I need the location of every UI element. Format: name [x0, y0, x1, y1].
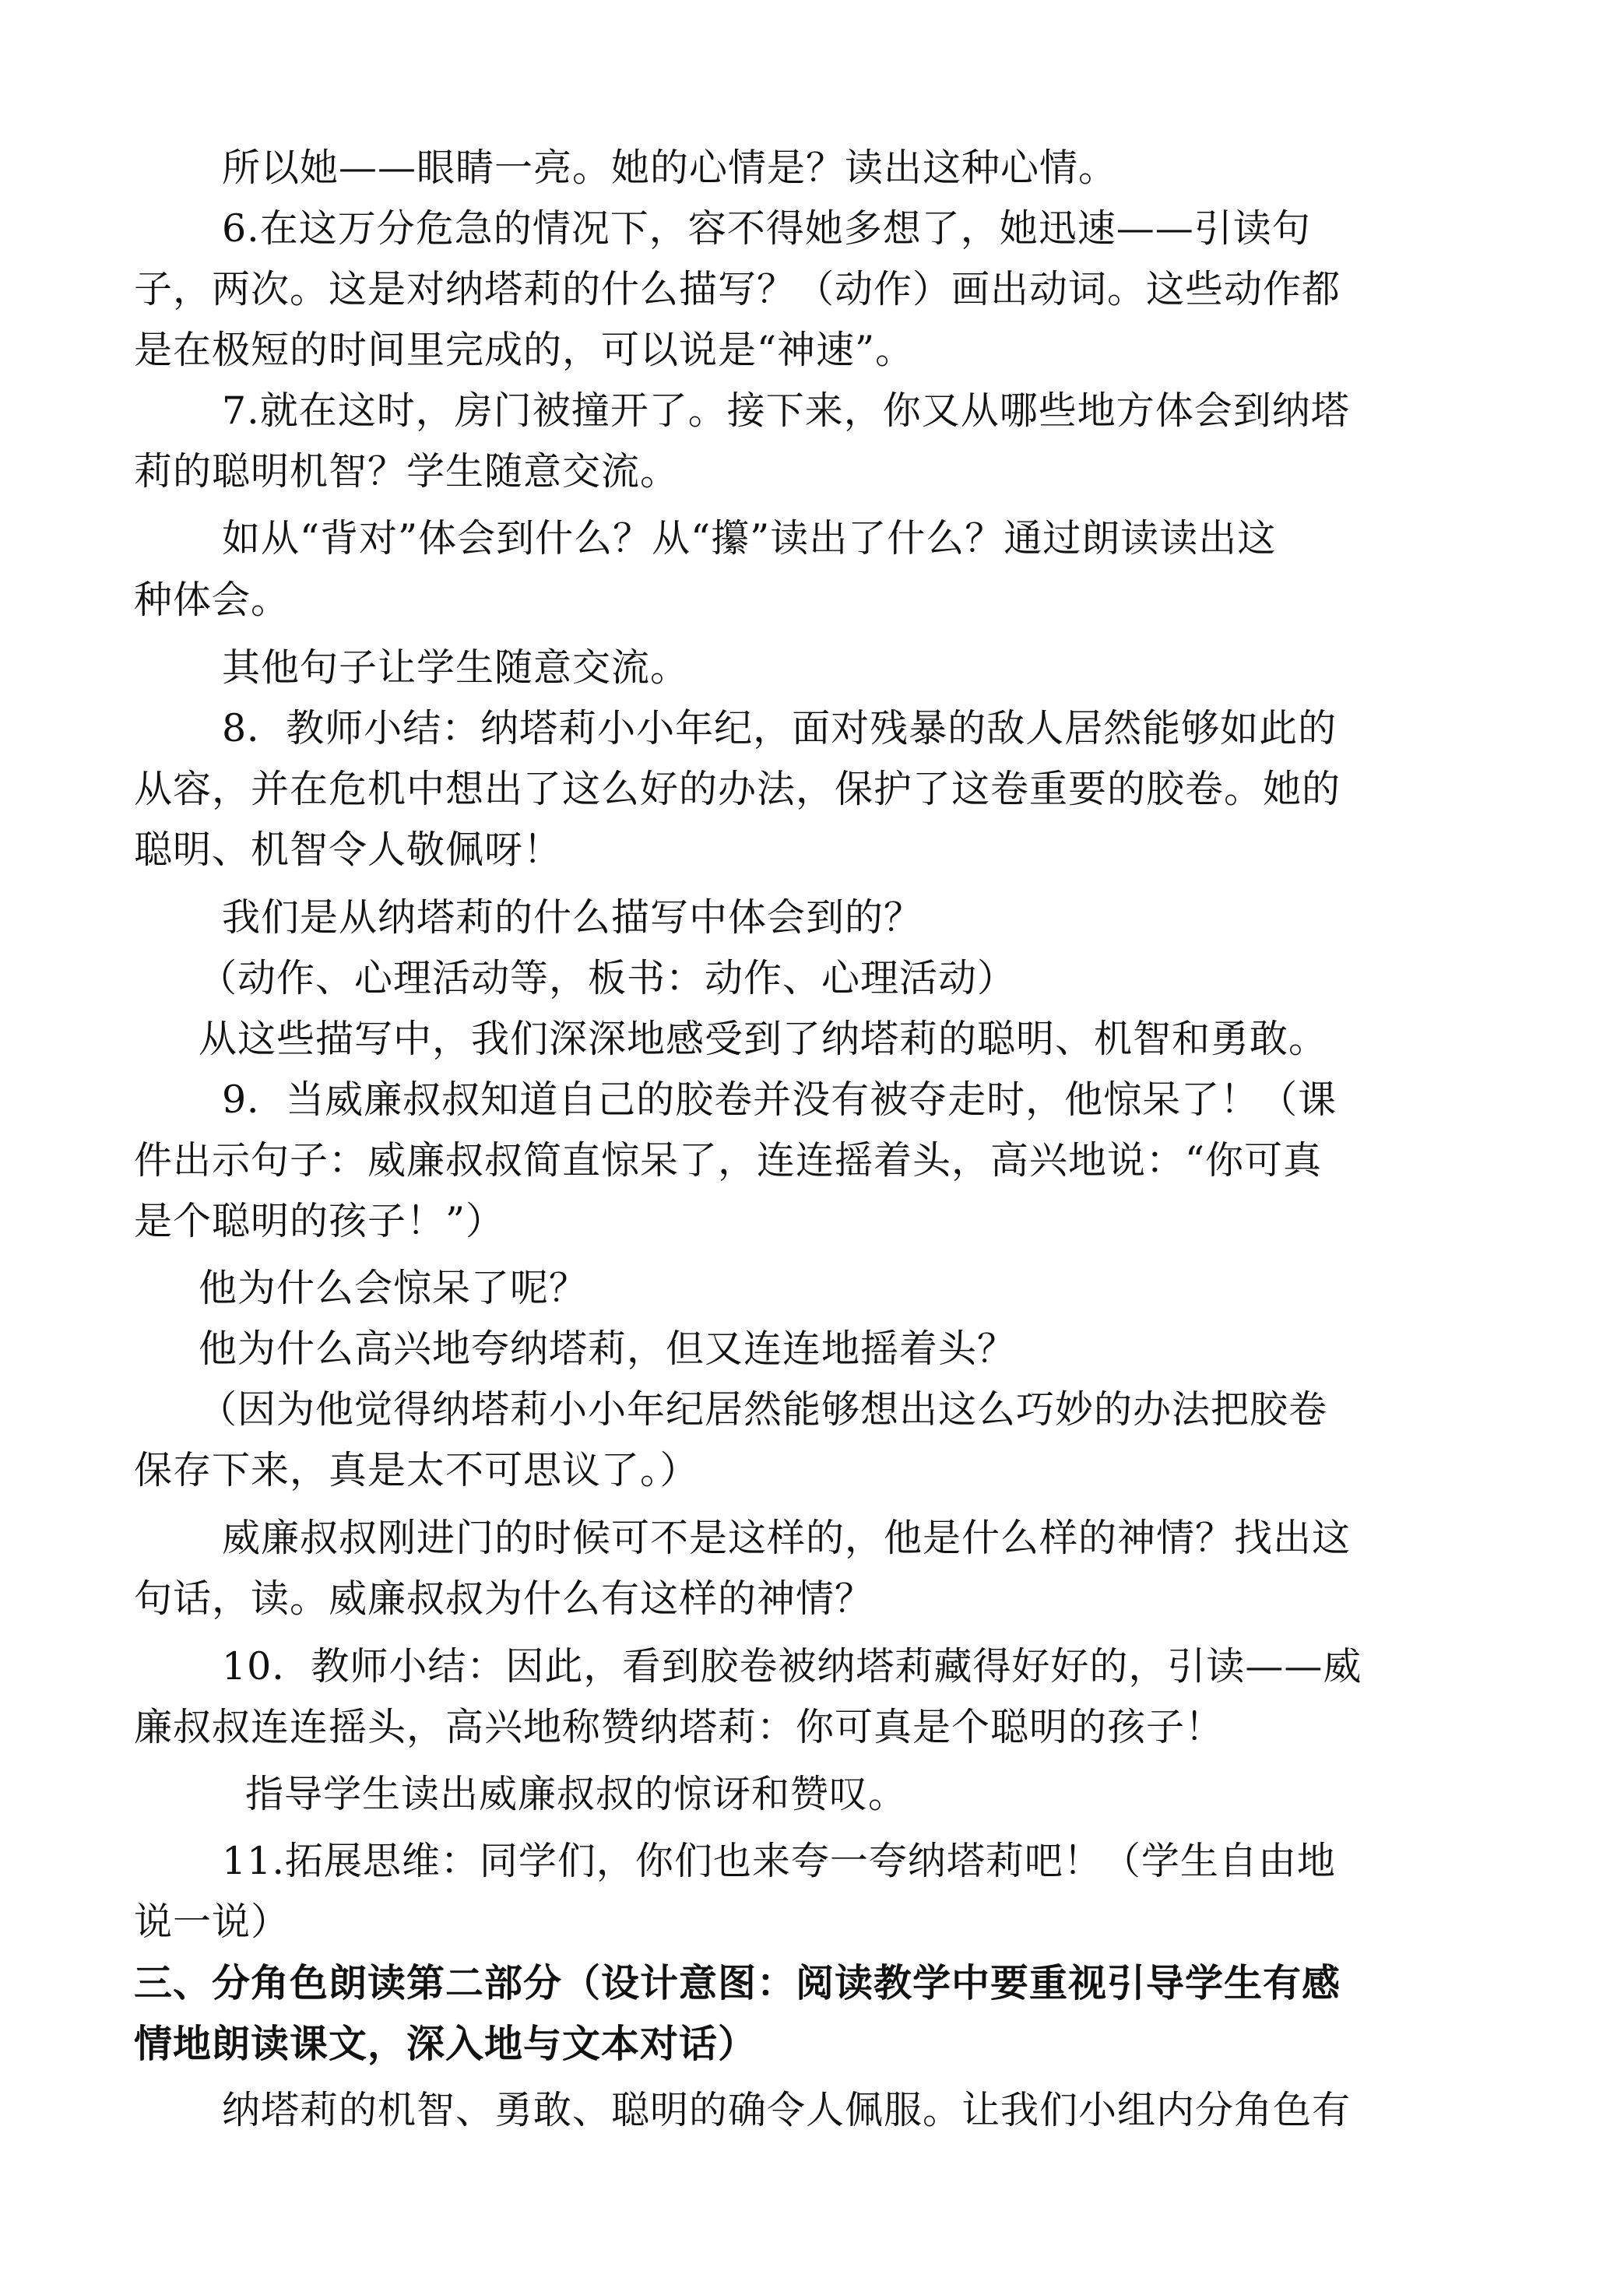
text-line: 是个聪明的孩子！”） [134, 1199, 505, 1243]
text-line: 10．教师小结：因此，看到胶卷被纳塔莉藏得好好的，引读——威 [222, 1644, 1362, 1689]
text-line: 是在极短的时间里完成的，可以说是“神速”。 [134, 328, 915, 372]
text-line: 如从“背对”体会到什么？从“攥”读出了什么？通过朗读读出这 [222, 516, 1277, 561]
text-line: 所以她——眼睛一亮。她的心情是？读出这种心情。 [222, 146, 1118, 190]
text-line: 其他句子让学生随意交流。 [222, 645, 690, 690]
text-line: 6.在这万分危急的情况下，容不得她多想了，她迅速——引读句 [222, 206, 1311, 251]
text-line: 9．当威廉叔叔知道自己的胶卷并没有被夺走时，他惊呆了！（课 [222, 1077, 1338, 1122]
text-line: 子，两次。这是对纳塔莉的什么描写？（动作）画出动词。这些动作都 [134, 267, 1341, 311]
text-line: 聪明、机智令人敬佩呀！ [134, 828, 563, 872]
section-heading: 三、分角色朗读第二部分（设计意图：阅读教学中要重视引导学生有感 [134, 1960, 1341, 2005]
text-line: （因为他觉得纳塔莉小小年纪居然能够想出这么巧妙的办法把胶卷 [199, 1387, 1328, 1432]
text-line: 件出示句子：威廉叔叔简直惊呆了，连连摇着头，高兴地说：“你可真 [134, 1138, 1323, 1183]
text-line: 纳塔莉的机智、勇敢、聪明的确令人佩服。让我们小组内分角色有 [222, 2088, 1352, 2132]
text-line: 种体会。 [134, 578, 290, 622]
text-line: 他为什么高兴地夸纳塔莉，但又连连地摇着头？ [199, 1327, 1017, 1371]
text-line: 莉的聪明机智？学生随意交流。 [134, 449, 680, 494]
text-line: 指导学生读出威廉叔叔的惊讶和赞叹。 [245, 1772, 908, 1816]
text-line: 从这些描写中，我们深深地感受到了纳塔莉的聪明、机智和勇敢。 [199, 1017, 1328, 1061]
text-line: 说一说） [134, 1900, 290, 1944]
text-line: 他为什么会惊呆了呢？ [199, 1266, 589, 1310]
text-line: 11.拓展思维：同学们，你们也来夸一夸纳塔莉吧！（学生自由地 [222, 1839, 1336, 1883]
text-line: 8．教师小结：纳塔莉小小年纪，面对残暴的敌人居然能够如此的 [222, 706, 1338, 750]
text-line: 威廉叔叔刚进门的时候可不是这样的，他是什么样的神情？找出这 [222, 1516, 1352, 1560]
text-line: （动作、心理活动等，板书：动作、心理活动） [199, 956, 1017, 1000]
section-heading: 情地朗读课文，深入地与文本对话） [134, 2021, 758, 2066]
text-line: 7.就在这时，房门被撞开了。接下来，你又从哪些地方体会到纳塔 [222, 388, 1350, 433]
text-line: 从容，并在危机中想出了这么好的办法，保护了这卷重要的胶卷。她的 [134, 767, 1341, 811]
text-line: 保存下来，真是太不可思议了。） [134, 1448, 699, 1492]
text-line: 我们是从纳塔莉的什么描写中体会到的？ [222, 895, 923, 940]
text-line: 廉叔叔连连摇头，高兴地称赞纳塔莉：你可真是个聪明的孩子！ [134, 1705, 1225, 1749]
text-line: 句话，读。威廉叔叔为什么有这样的神情？ [134, 1576, 874, 1621]
